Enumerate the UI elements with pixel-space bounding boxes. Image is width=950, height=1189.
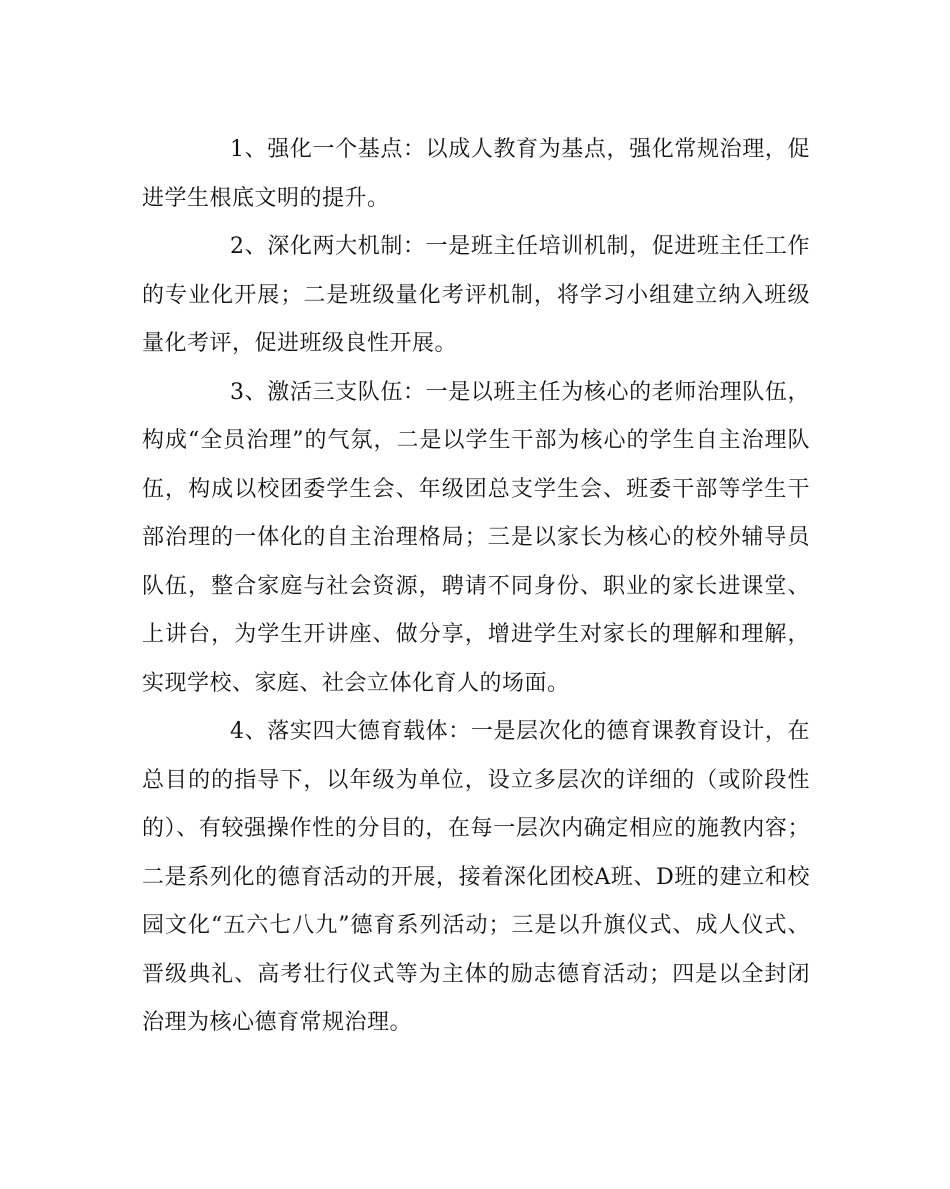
document-body <box>142 126 810 1048</box>
paragraph-4: 4、落实四大德育载体：一是层次化的德育课教育设计，在总目的的指导下，以年级为单位，设立多层次的详细的（或阶段性的）、有较强操作性的分目的，在每一层次内确定相应的施教内容；二是系列化的德育活动的开展，接着深化团校A班、D班的建立和校园文化“五六七八九”德育系列活动；三是以升旗仪式、成人仪式、晋级典礼、高考壮行仪式等为主体的励志德育活动；四是以全封闭治理为核心德育常规治理。 <box>142 719 810 1035</box>
paragraph-3: 3、激活三支队伍：一是以班主任为核心的老师治理队伍，构成“全员治理”的气氛，二是以学生干部为核心的学生自主治理队伍，构成以校团委学生会、年级团总支学生会、班委干部等学生干部治理的一体化的自主治理格局；三是以家长为核心的校外辅导员队伍，整合家庭与社会资源，聘请不同身份、职业的家长进课堂、上讲台，为学生开讲座、做分享，增进学生对家长的理解和理解，实现学校、家庭、社会立体化育人的场面。 <box>142 379 810 696</box>
paragraph-2: 2、深化两大机制：一是班主任培训机制，促进班主任工作的专业化开展；二是班级量化考评机制，将学习小组建立纳入班级量化考评，促进班级良性开展。 <box>142 234 810 356</box>
paragraph-1: 1、强化一个基点：以成人教育为基点，强化常规治理，促进学生根底文明的提升。 <box>142 137 810 211</box>
